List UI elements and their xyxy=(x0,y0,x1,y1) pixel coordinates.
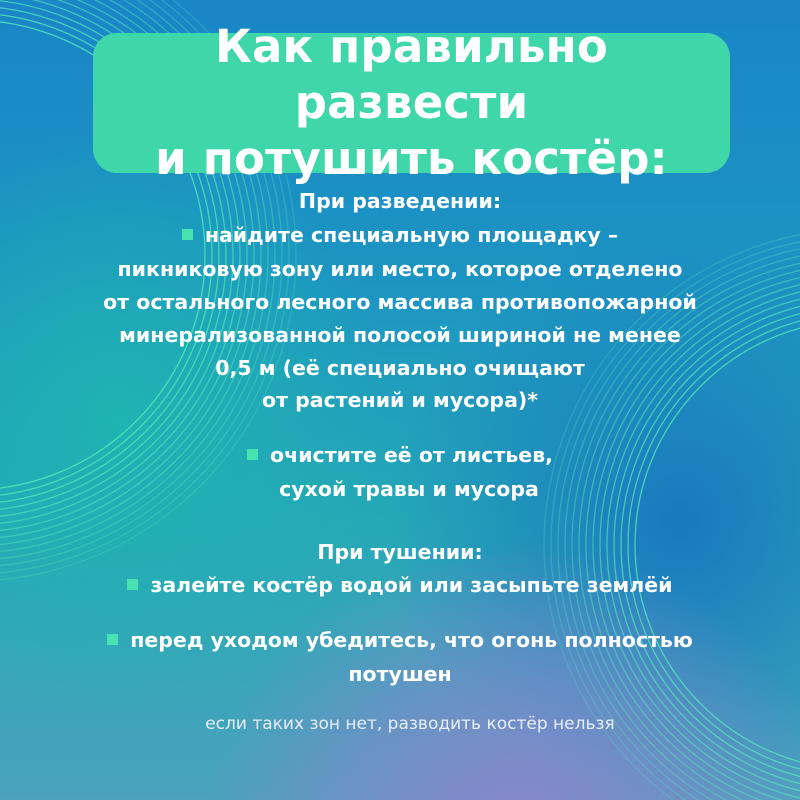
ignition-bullet-1-line-2: пикниковую зону или место, которое отделено xyxy=(117,257,683,281)
ignition-bullet-1-line-4: минерализованной полосой шириной не менее xyxy=(119,323,681,347)
footnote: если таких зон нет, разводить костёр нельзя xyxy=(205,714,615,734)
title-line-1: Как правильно развести xyxy=(214,20,609,129)
bullet-marker xyxy=(247,449,258,460)
extinguishing-bullet-1: залейте костёр водой или засыпьте землёй xyxy=(0,569,800,601)
extinguishing-bullet-2-line-1: перед уходом убедитесь, что огонь полностью xyxy=(0,624,800,656)
bullet-marker xyxy=(107,634,118,645)
bullet-marker xyxy=(182,229,193,240)
extinguishing-bullet-2-line-2: потушен xyxy=(348,662,452,686)
ignition-heading: При разведении: xyxy=(298,189,502,213)
ignition-bullet-2-line-1: очистите её от листьев, xyxy=(0,439,800,471)
ignition-bullet-1-line-3: от остального лесного массива противопожарной xyxy=(103,290,697,314)
title-line-2: и потушить костёр: xyxy=(155,132,668,185)
ignition-bullet-1-line-5: 0,5 м (её специально очищают xyxy=(215,356,585,380)
extinguishing-heading: При тушении: xyxy=(317,540,483,564)
ignition-bullet-2-line-2: сухой травы и мусора xyxy=(279,477,539,501)
ignition-bullet-1-line-6: от растений и мусора)* xyxy=(261,388,539,412)
bullet-marker xyxy=(127,579,138,590)
ignition-bullet-1-line-1: найдите специальную площадку – xyxy=(0,219,800,251)
